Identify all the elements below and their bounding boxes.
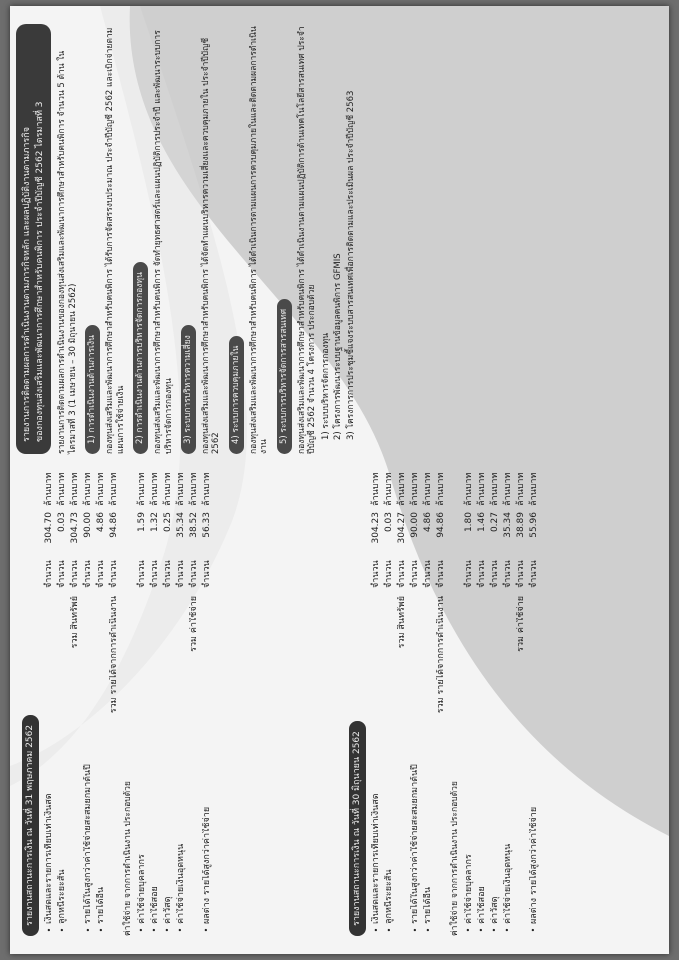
row-unit-count: จำนวน bbox=[528, 560, 539, 588]
bullet-icon: • bbox=[202, 927, 212, 933]
report-item-tag: 1) การดำเนินงานด้านการเงิน bbox=[85, 325, 100, 454]
row-unit-count: จำนวน bbox=[70, 560, 81, 588]
row-value: 90.00 bbox=[410, 512, 421, 538]
report-item-tag: 2) การดำเนินงานด้านการบริหารจัดการกองทุน bbox=[133, 262, 148, 454]
row-value: 1.80 bbox=[463, 512, 474, 533]
financial-section-june bbox=[345, 466, 541, 936]
table-row bbox=[476, 466, 489, 936]
row-unit-currency: ล้านบาท bbox=[136, 472, 147, 506]
row-value: 0.25 bbox=[162, 512, 173, 533]
row-value: 55.96 bbox=[528, 512, 539, 538]
table-row bbox=[435, 466, 448, 936]
bullet-icon: • bbox=[176, 927, 186, 933]
row-label: รายได้อื่น bbox=[96, 886, 107, 924]
row-unit-count: จำนวน bbox=[371, 560, 382, 588]
row-unit-count: จำนวน bbox=[502, 560, 513, 588]
row-value: 0.03 bbox=[384, 512, 395, 533]
report-list-item: 3) โครงการการประชุมชี้แจงระบบสารสนเทศเพื่อการติดตามและประเมินผล ประจำปีบัญชี 2563 bbox=[346, 90, 357, 440]
table-row bbox=[95, 466, 108, 936]
row-unit-count: จำนวน bbox=[136, 560, 147, 588]
bullet-icon: • bbox=[490, 927, 500, 933]
row-unit-count: จำนวน bbox=[423, 560, 434, 588]
row-label: ค่าใช้สอย bbox=[149, 886, 160, 924]
row-unit-currency: ล้านบาท bbox=[397, 472, 408, 506]
row-label: รวม สินทรัพย์ bbox=[397, 596, 408, 649]
row-value: 304.23 bbox=[371, 512, 382, 544]
row-unit-currency: ล้านบาท bbox=[476, 472, 487, 506]
row-unit-count: จำนวน bbox=[384, 560, 395, 588]
table-row bbox=[56, 466, 69, 936]
row-unit-currency: ล้านบาท bbox=[515, 472, 526, 506]
report-item-tag: 4) ระบบการควบคุมภายใน bbox=[229, 336, 244, 454]
report-title-line2: ของกองทุนส่งเสริมและพัฒนาการศึกษาสำหรับคนพิการ ประจำปีบัญชี 2562 ไตรมาสที่ 3 bbox=[34, 101, 45, 442]
table-row bbox=[136, 466, 149, 936]
row-label: ค่าใช้จ่ายบุคลากร bbox=[136, 854, 147, 924]
section-title-may: รายงานสถานะการเงิน ณ วันที่ 31 พฤษภาคม 2562 bbox=[22, 715, 39, 936]
row-label: เงินสดและรายการเทียบเท่าเงินสด bbox=[371, 793, 382, 924]
table-row bbox=[528, 466, 541, 936]
row-unit-currency: ล้านบาท bbox=[109, 472, 120, 506]
row-unit-count: จำนวน bbox=[109, 560, 120, 588]
table-row bbox=[515, 466, 528, 936]
bullet-icon: • bbox=[83, 927, 93, 933]
bullet-icon: • bbox=[163, 927, 173, 933]
report-title-line1: รายงานการติดตามผลการดำเนินงานตามภารกิจหลัก และผลปฏิบัติงานตามภารกิจ bbox=[22, 127, 32, 442]
row-unit-count: จำนวน bbox=[515, 560, 526, 588]
row-value: 304.27 bbox=[397, 512, 408, 544]
report-intro: รายงานการติดตามผลการดำเนินงานของกองทุนส่งเสริมและพัฒนาการศึกษาสำหรับคนพิการ จำนวน 5 ด้าน ในไตรมาสที่ 3 (1 เมษายน – 30 มิถุนายน 2562) bbox=[57, 50, 78, 454]
table-row bbox=[82, 466, 95, 936]
table-row bbox=[108, 466, 121, 936]
table-row bbox=[422, 466, 435, 936]
row-label: รายได้อื่น bbox=[423, 886, 434, 924]
row-unit-count: จำนวน bbox=[489, 560, 500, 588]
row-unit-currency: ล้านบาท bbox=[463, 472, 474, 506]
row-label: ลูกหนี้ระยะสั้น bbox=[384, 869, 395, 924]
bullet-icon: • bbox=[371, 927, 381, 933]
table-row bbox=[489, 466, 502, 936]
table-row bbox=[201, 466, 214, 936]
table-row bbox=[409, 466, 422, 936]
bullet-icon: • bbox=[464, 927, 474, 933]
row-value: 1.32 bbox=[149, 512, 160, 533]
row-unit-count: จำนวน bbox=[96, 560, 107, 588]
row-unit-count: จำนวน bbox=[57, 560, 68, 588]
row-label: รวม ค่าใช้จ่าย bbox=[515, 596, 526, 652]
row-unit-currency: ล้านบาท bbox=[149, 472, 160, 506]
bullet-icon: • bbox=[410, 927, 420, 933]
row-value: 304.73 bbox=[70, 512, 81, 544]
row-unit-currency: ล้านบาท bbox=[83, 472, 94, 506]
row-label: รายได้ในสูงกว่าค่าใช้จ่ายสะสมยกมาต้นปี bbox=[410, 764, 421, 924]
report-list-item: 1) ระบบบริหารจัดการกองทุน bbox=[320, 332, 331, 440]
row-unit-currency: ล้านบาท bbox=[96, 472, 107, 506]
table-row bbox=[188, 466, 201, 936]
table-row bbox=[175, 466, 188, 936]
row-unit-currency: ล้านบาท bbox=[384, 472, 395, 506]
row-unit-currency: ล้านบาท bbox=[70, 472, 81, 506]
row-unit-count: จำนวน bbox=[463, 560, 474, 588]
row-unit-currency: ล้านบาท bbox=[44, 472, 55, 506]
row-unit-currency: ล้านบาท bbox=[528, 472, 539, 506]
row-unit-currency: ล้านบาท bbox=[57, 472, 68, 506]
row-value: 56.33 bbox=[201, 512, 212, 538]
row-unit-currency: ล้านบาท bbox=[423, 472, 434, 506]
row-unit-currency: ล้านบาท bbox=[489, 472, 500, 506]
financial-column bbox=[10, 466, 669, 936]
report-item-tag: 5) ระบบการบริหารจัดการสารสนเทศ bbox=[277, 299, 292, 454]
section-title-june: รายงานสถานะการเงิน ณ วันที่ 30 มิถุนายน 2562 bbox=[349, 721, 366, 936]
row-value: 1.59 bbox=[136, 512, 147, 533]
report-list-item: 2) โครงการพัฒนาระบบฐานข้อมูลคนพิการ GFMIS bbox=[333, 253, 344, 440]
bullet-icon: • bbox=[384, 927, 394, 933]
row-label: ค่าใช้จ่ายเงินอุดหนุน bbox=[502, 843, 513, 924]
row-value: 4.86 bbox=[423, 512, 434, 533]
row-label: ค่าวัสดุ bbox=[489, 896, 500, 924]
row-label: รายได้ในสูงกว่าค่าใช้จ่ายสะสมยกมาต้นปี bbox=[83, 764, 94, 924]
table-row bbox=[69, 466, 82, 936]
report-item-tag: 3) ระบบการบริหารความเสี่ยง bbox=[181, 325, 196, 454]
row-label: รวม รายได้จากการดำเนินงาน bbox=[436, 596, 447, 714]
row-value: 35.34 bbox=[502, 512, 513, 538]
report-item-text: กองทุนส่งเสริมและพัฒนาการศึกษาสำหรับคนพิการ ได้จัดทำแผนบริหารความเสี่ยงและควบคุมภายใน ประจำปีบัญชี 2562 bbox=[200, 37, 222, 454]
row-unit-count: จำนวน bbox=[476, 560, 487, 588]
row-unit-count: จำนวน bbox=[436, 560, 447, 588]
row-unit-currency: ล้านบาท bbox=[175, 472, 186, 506]
row-unit-count: จำนวน bbox=[397, 560, 408, 588]
row-label: ลูกหนี้ระยะสั้น bbox=[57, 869, 68, 924]
report-item-text: กองทุนส่งเสริมและพัฒนาการศึกษาสำหรับคนพิการ ได้รับการจัดสรรงบประมาณ ประจำปีบัญชี 2562 และเบิกจ่ายตามแผนการใช้จ่ายเงิน bbox=[105, 27, 126, 454]
row-label: เงินสดและรายการเทียบเท่าเงินสด bbox=[44, 793, 55, 924]
row-value: 90.00 bbox=[83, 512, 94, 538]
report-item-text: กองทุนส่งเสริมและพัฒนาการศึกษาสำหรับคนพิการ ได้ดำเนินการตามแผนการควบคุมภายในและติดตามผลการดำเนินงาน bbox=[248, 26, 270, 454]
row-unit-count: จำนวน bbox=[175, 560, 186, 588]
report-item-text: กองทุนส่งเสริมและพัฒนาการศึกษาสำหรับคนพิการ ได้ดำเนินงานตามแผนปฏิบัติการด้านเทคโนโลยีสารสนเทศ ประจำปีบัญชี 2562 จำนวน 4 โครงการ ประกอบด้วย bbox=[296, 26, 318, 454]
row-label: ผลต่าง รายได้สูงกว่าค่าใช้จ่าย bbox=[528, 806, 539, 924]
row-unit-currency: ล้านบาท bbox=[502, 472, 513, 506]
report-item-text: กองทุนส่งเสริมและพัฒนาการศึกษาสำหรับคนพิการ จัดทำยุทธศาสตร์และแผนปฏิบัติการประจำปี และพัฒนาระบบการบริหารจัดการกองทุน bbox=[152, 30, 174, 454]
expense-subhead: ค่าใช้จ่าย จากการดำเนินงาน ประกอบด้วย bbox=[123, 781, 134, 936]
table-row bbox=[383, 466, 396, 936]
row-unit-currency: ล้านบาท bbox=[436, 472, 447, 506]
table-row bbox=[396, 466, 409, 936]
financial-section-may bbox=[18, 466, 214, 936]
row-value: 304.70 bbox=[44, 512, 55, 544]
row-unit-count: จำนวน bbox=[44, 560, 55, 588]
row-unit-currency: ล้านบาท bbox=[410, 472, 421, 506]
table-row bbox=[43, 466, 56, 936]
row-label: รวม รายได้จากการดำเนินงาน bbox=[109, 596, 120, 714]
row-label: ค่าใช้จ่ายเงินอุดหนุน bbox=[175, 843, 186, 924]
bullet-icon: • bbox=[44, 927, 54, 933]
row-value: 0.03 bbox=[57, 512, 68, 533]
table-row bbox=[463, 466, 476, 936]
row-label: รวม ค่าใช้จ่าย bbox=[188, 596, 199, 652]
row-label: รวม สินทรัพย์ bbox=[70, 596, 81, 649]
table-row bbox=[162, 466, 175, 936]
row-value: 1.46 bbox=[476, 512, 487, 533]
bullet-icon: • bbox=[529, 927, 539, 933]
row-unit-currency: ล้านบาท bbox=[201, 472, 212, 506]
bullet-icon: • bbox=[137, 927, 147, 933]
report-title bbox=[16, 24, 51, 454]
row-unit-currency: ล้านบาท bbox=[371, 472, 382, 506]
bullet-icon: • bbox=[423, 927, 433, 933]
bullet-icon: • bbox=[57, 927, 67, 933]
row-label: ค่าวัสดุ bbox=[162, 896, 173, 924]
bullet-icon: • bbox=[96, 927, 106, 933]
row-value: 94.86 bbox=[436, 512, 447, 538]
row-value: 35.34 bbox=[175, 512, 186, 538]
row-unit-count: จำนวน bbox=[162, 560, 173, 588]
row-value: 94.86 bbox=[109, 512, 120, 538]
bullet-icon: • bbox=[503, 927, 513, 933]
row-unit-currency: ล้านบาท bbox=[188, 472, 199, 506]
table-row bbox=[370, 466, 383, 936]
row-value: 38.89 bbox=[515, 512, 526, 538]
document-page bbox=[10, 6, 669, 954]
row-value: 0.27 bbox=[489, 512, 500, 533]
row-value: 38.52 bbox=[188, 512, 199, 538]
rotated-content bbox=[10, 6, 669, 954]
table-row bbox=[149, 466, 162, 936]
row-unit-count: จำนวน bbox=[188, 560, 199, 588]
bullet-icon: • bbox=[150, 927, 160, 933]
report-column bbox=[10, 24, 669, 454]
row-unit-count: จำนวน bbox=[149, 560, 160, 588]
row-unit-count: จำนวน bbox=[410, 560, 421, 588]
row-label: ค่าใช้จ่ายบุคลากร bbox=[463, 854, 474, 924]
row-label: ผลต่าง รายได้สูงกว่าค่าใช้จ่าย bbox=[201, 806, 212, 924]
row-unit-count: จำนวน bbox=[201, 560, 212, 588]
row-label: ค่าใช้สอย bbox=[476, 886, 487, 924]
expense-subhead: ค่าใช้จ่าย จากการดำเนินงาน ประกอบด้วย bbox=[450, 781, 461, 936]
bullet-icon: • bbox=[477, 927, 487, 933]
row-unit-count: จำนวน bbox=[83, 560, 94, 588]
table-row bbox=[502, 466, 515, 936]
row-value: 4.86 bbox=[96, 512, 107, 533]
row-unit-currency: ล้านบาท bbox=[162, 472, 173, 506]
